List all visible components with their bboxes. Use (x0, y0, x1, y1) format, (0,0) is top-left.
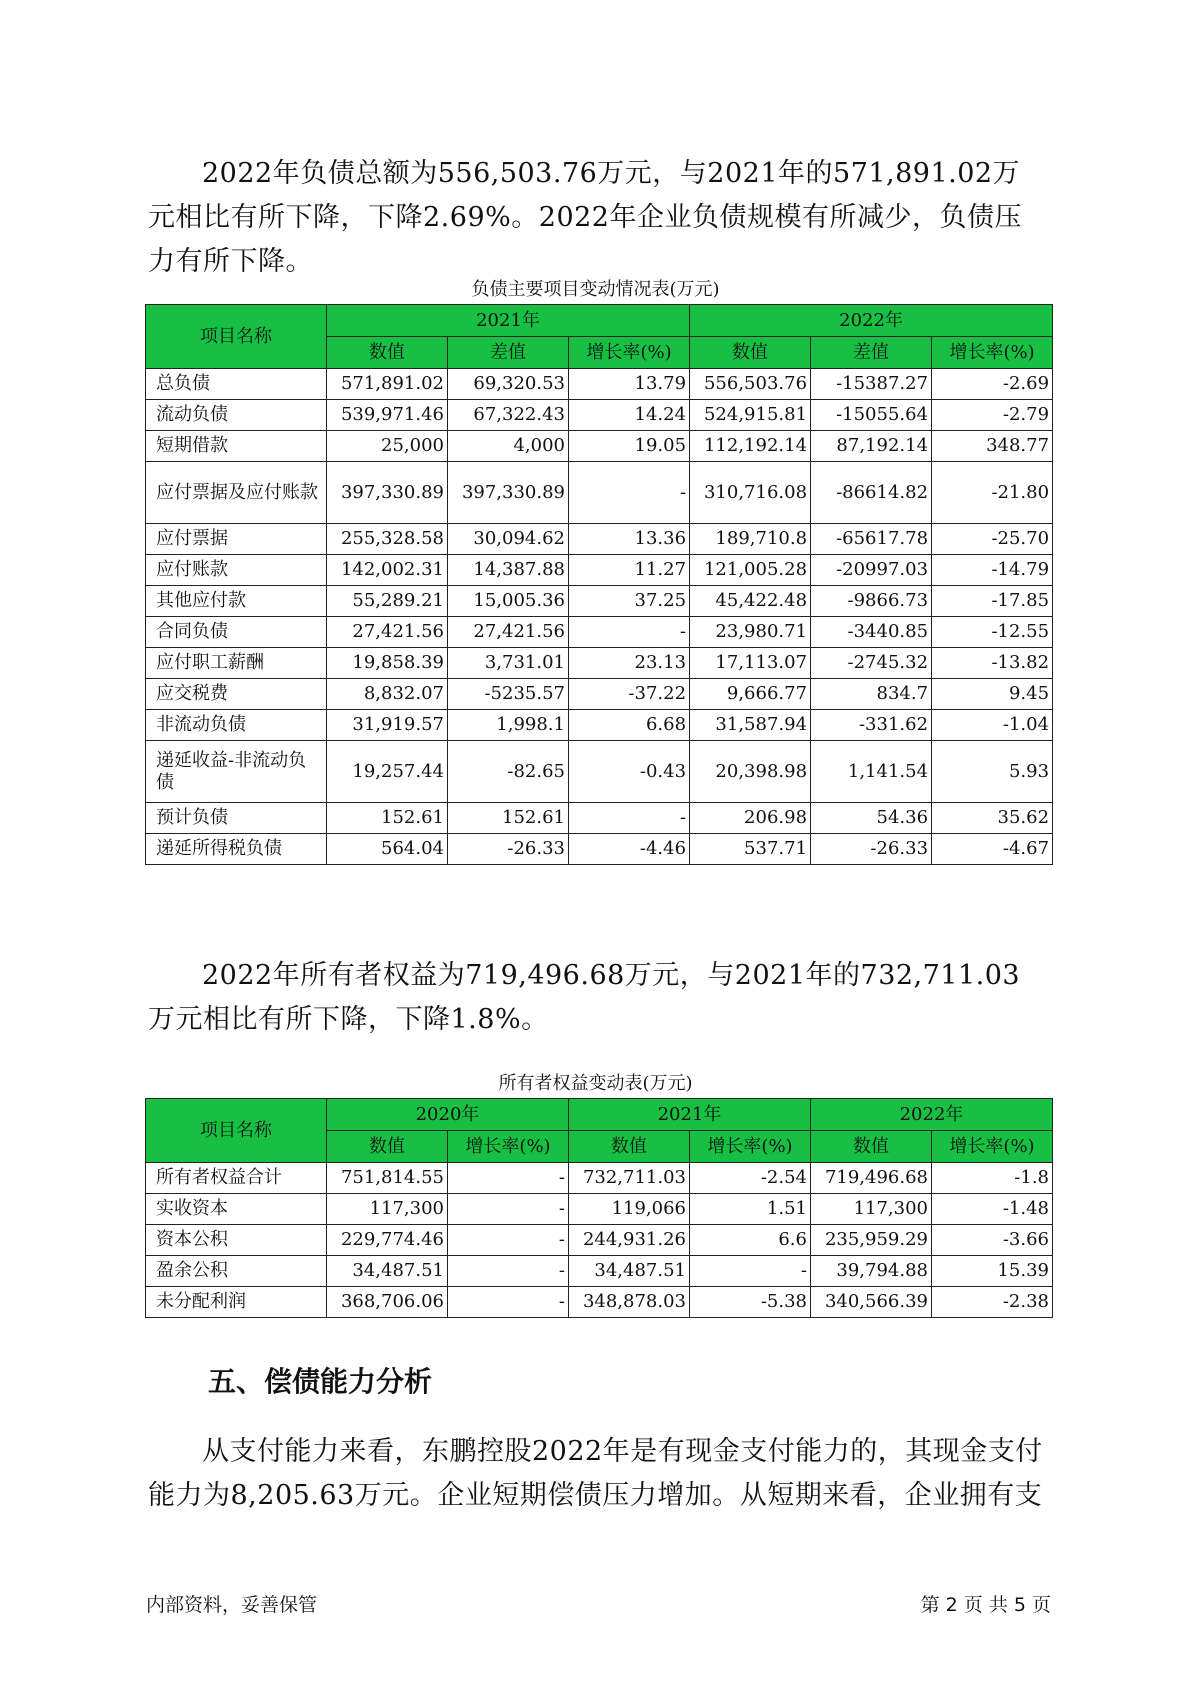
table-cell: 524,915.81 (690, 400, 811, 431)
table-cell: -65617.78 (811, 524, 932, 555)
table-cell: 39,794.88 (811, 1256, 932, 1287)
table-cell: 30,094.62 (448, 524, 569, 555)
table-cell: 87,192.14 (811, 431, 932, 462)
table-cell: 397,330.89 (327, 462, 448, 524)
table-cell: -1.04 (932, 710, 1053, 741)
table1-year-2022: 2022年 (690, 305, 1053, 337)
row-label: 未分配利润 (146, 1287, 327, 1318)
table-cell: 719,496.68 (811, 1163, 932, 1194)
table-cell: 4,000 (448, 431, 569, 462)
table-cell: 142,002.31 (327, 555, 448, 586)
table-cell: -14.79 (932, 555, 1053, 586)
table-cell: -2.54 (690, 1163, 811, 1194)
table-row (146, 803, 1053, 834)
table-cell: 13.79 (569, 369, 690, 400)
row-label: 预计负债 (146, 803, 327, 834)
table-row (146, 679, 1053, 710)
table-cell: -5.38 (690, 1287, 811, 1318)
table-cell: -5235.57 (448, 679, 569, 710)
table-cell: 397,330.89 (448, 462, 569, 524)
table-cell: 340,566.39 (811, 1287, 932, 1318)
table-cell: 8,832.07 (327, 679, 448, 710)
table-cell: 564.04 (327, 834, 448, 865)
table-cell: - (448, 1163, 569, 1194)
table-row (146, 586, 1053, 617)
table-cell: -82.65 (448, 741, 569, 803)
table-cell: 67,322.43 (448, 400, 569, 431)
table-cell: 235,959.29 (811, 1225, 932, 1256)
table-cell: 310,716.08 (690, 462, 811, 524)
table-cell: 1,998.1 (448, 710, 569, 741)
row-label: 应交税费 (146, 679, 327, 710)
table-cell: - (448, 1287, 569, 1318)
table-cell: 229,774.46 (327, 1225, 448, 1256)
row-label: 应付职工薪酬 (146, 648, 327, 679)
table-cell: 15.39 (932, 1256, 1053, 1287)
table-cell: 14.24 (569, 400, 690, 431)
table-cell: -26.33 (811, 834, 932, 865)
table1-year-2021: 2021年 (327, 305, 690, 337)
table-row (146, 1163, 1053, 1194)
table-cell: 45,422.48 (690, 586, 811, 617)
table1-caption: 负债主要项目变动情况表(万元) (471, 279, 720, 300)
table-cell: 206.98 (690, 803, 811, 834)
table1-subheader: 差值 (811, 337, 932, 369)
table-cell: 55,289.21 (327, 586, 448, 617)
table-cell: -13.82 (932, 648, 1053, 679)
equity-table (145, 1098, 1053, 1318)
table-cell: 23,980.71 (690, 617, 811, 648)
table-row (146, 462, 1053, 524)
table-cell: -331.62 (811, 710, 932, 741)
table-cell: -26.33 (448, 834, 569, 865)
paragraph-liabilities: 2022年负债总额为556,503.76万元，与2021年的571,891.02万元相比有所下降，下降2.69%。2022年企业负债规模有所减少，负债压力有所下降。 (148, 158, 1022, 277)
table-cell: 117,300 (811, 1194, 932, 1225)
footer-page-number: 第 2 页 共 5 页 (920, 1594, 1051, 1616)
row-label: 其他应付款 (146, 586, 327, 617)
table-cell: -86614.82 (811, 462, 932, 524)
table-cell: 13.36 (569, 524, 690, 555)
table-cell: 9,666.77 (690, 679, 811, 710)
table-cell: -15055.64 (811, 400, 932, 431)
table-cell: 19,257.44 (327, 741, 448, 803)
table-cell: - (690, 1256, 811, 1287)
table-cell: -0.43 (569, 741, 690, 803)
table-cell: - (569, 462, 690, 524)
table1-name-header: 项目名称 (146, 305, 327, 369)
table-cell: 368,706.06 (327, 1287, 448, 1318)
row-label: 资本公积 (146, 1225, 327, 1256)
table-cell: 27,421.56 (327, 617, 448, 648)
row-label: 递延所得税负债 (146, 834, 327, 865)
table-cell: -37.22 (569, 679, 690, 710)
table2-year-2020: 2020年 (327, 1099, 569, 1131)
table-cell: 539,971.46 (327, 400, 448, 431)
table-cell: 34,487.51 (327, 1256, 448, 1287)
table-cell: 112,192.14 (690, 431, 811, 462)
table-cell: 31,587.94 (690, 710, 811, 741)
row-label: 合同负债 (146, 617, 327, 648)
table-cell: 732,711.03 (569, 1163, 690, 1194)
table-cell: 23.13 (569, 648, 690, 679)
table-cell: 9.45 (932, 679, 1053, 710)
table-cell: - (569, 617, 690, 648)
table-cell: 189,710.8 (690, 524, 811, 555)
table1-subheader: 数值 (327, 337, 448, 369)
table-cell: 17,113.07 (690, 648, 811, 679)
table2-subheader: 增长率(%) (690, 1131, 811, 1163)
table-cell: -9866.73 (811, 586, 932, 617)
table-cell: -2745.32 (811, 648, 932, 679)
table2-subheader: 数值 (327, 1131, 448, 1163)
table-cell: 3,731.01 (448, 648, 569, 679)
table-row (146, 1256, 1053, 1287)
table-cell: 6.6 (690, 1225, 811, 1256)
table-cell: 556,503.76 (690, 369, 811, 400)
table-cell: -1.8 (932, 1163, 1053, 1194)
table-cell: 571,891.02 (327, 369, 448, 400)
table-cell: 255,328.58 (327, 524, 448, 555)
table-cell: - (448, 1225, 569, 1256)
table-cell: 117,300 (327, 1194, 448, 1225)
row-label: 盈余公积 (146, 1256, 327, 1287)
table-cell: 152.61 (327, 803, 448, 834)
table-cell: -3440.85 (811, 617, 932, 648)
table-cell: 20,398.98 (690, 741, 811, 803)
table-row (146, 369, 1053, 400)
table1-subheader: 差值 (448, 337, 569, 369)
table2-subheader: 数值 (569, 1131, 690, 1163)
table-row (146, 524, 1053, 555)
liabilities-table (145, 304, 1053, 865)
table-cell: 19.05 (569, 431, 690, 462)
table-cell: -2.79 (932, 400, 1053, 431)
row-label: 应付账款 (146, 555, 327, 586)
table-cell: 834.7 (811, 679, 932, 710)
row-label: 短期借款 (146, 431, 327, 462)
row-label: 流动负债 (146, 400, 327, 431)
table-cell: 11.27 (569, 555, 690, 586)
table-row (146, 710, 1053, 741)
row-label: 应付票据 (146, 524, 327, 555)
table-cell: 69,320.53 (448, 369, 569, 400)
table-cell: -4.46 (569, 834, 690, 865)
section-title: 五、偿债能力分析 (208, 1365, 433, 1398)
table-cell: 5.93 (932, 741, 1053, 803)
footer-confidential: 内部资料，妥善保管 (146, 1594, 318, 1616)
table-cell: -21.80 (932, 462, 1053, 524)
table1-subheader: 数值 (690, 337, 811, 369)
table-cell: -17.85 (932, 586, 1053, 617)
table-cell: -25.70 (932, 524, 1053, 555)
table2-caption: 所有者权益变动表(万元) (498, 1073, 693, 1094)
table-cell: - (569, 803, 690, 834)
table-row (146, 648, 1053, 679)
table-cell: 37.25 (569, 586, 690, 617)
table-cell: -3.66 (932, 1225, 1053, 1256)
row-label: 递延收益-非流动负债 (146, 741, 327, 803)
table-row (146, 400, 1053, 431)
table-cell: 34,487.51 (569, 1256, 690, 1287)
table-cell: 152.61 (448, 803, 569, 834)
table-cell: 1.51 (690, 1194, 811, 1225)
row-label: 实收资本 (146, 1194, 327, 1225)
table-row (146, 1194, 1053, 1225)
table-cell: -15387.27 (811, 369, 932, 400)
table-cell: 15,005.36 (448, 586, 569, 617)
row-label: 所有者权益合计 (146, 1163, 327, 1194)
table-row (146, 431, 1053, 462)
table-cell: 14,387.88 (448, 555, 569, 586)
table-row (146, 1287, 1053, 1318)
table-cell: - (448, 1256, 569, 1287)
table2-subheader: 数值 (811, 1131, 932, 1163)
table-cell: -12.55 (932, 617, 1053, 648)
row-label: 应付票据及应付账款 (146, 462, 327, 524)
table-cell: -2.38 (932, 1287, 1053, 1318)
table-cell: 537.71 (690, 834, 811, 865)
table-cell: 348,878.03 (569, 1287, 690, 1318)
table-cell: 25,000 (327, 431, 448, 462)
table1-subheader: 增长率(%) (932, 337, 1053, 369)
table-cell: -1.48 (932, 1194, 1053, 1225)
table-row (146, 834, 1053, 865)
table-cell: 31,919.57 (327, 710, 448, 741)
table-cell: -2.69 (932, 369, 1053, 400)
table-cell: 27,421.56 (448, 617, 569, 648)
table-row (146, 1225, 1053, 1256)
table2-subheader: 增长率(%) (932, 1131, 1053, 1163)
table-row (146, 741, 1053, 803)
row-label: 非流动负债 (146, 710, 327, 741)
table2-year-2022: 2022年 (811, 1099, 1053, 1131)
table-cell: 54.36 (811, 803, 932, 834)
table-cell: 6.68 (569, 710, 690, 741)
row-label: 总负债 (146, 369, 327, 400)
table-cell: 121,005.28 (690, 555, 811, 586)
table-row (146, 555, 1053, 586)
table-cell: 244,931.26 (569, 1225, 690, 1256)
table-cell: 19,858.39 (327, 648, 448, 679)
table-cell: 35.62 (932, 803, 1053, 834)
paragraph-solvency: 从支付能力来看，东鹏控股2022年是有现金支付能力的，其现金支付能力为8,205.63万元。企业短期偿债压力增加。从短期来看，企业拥有支 (148, 1436, 1043, 1511)
table-cell: 751,814.55 (327, 1163, 448, 1194)
table1-subheader: 增长率(%) (569, 337, 690, 369)
paragraph-equity: 2022年所有者权益为719,496.68万元，与2021年的732,711.03万元相比有所下降，下降1.8%。 (148, 960, 1021, 1035)
table-cell: -20997.03 (811, 555, 932, 586)
table-row (146, 617, 1053, 648)
table-cell: - (448, 1194, 569, 1225)
table2-year-2021: 2021年 (569, 1099, 811, 1131)
table-cell: 1,141.54 (811, 741, 932, 803)
table-cell: 119,066 (569, 1194, 690, 1225)
table2-name-header: 项目名称 (146, 1099, 327, 1163)
table-cell: -4.67 (932, 834, 1053, 865)
table2-subheader: 增长率(%) (448, 1131, 569, 1163)
table-cell: 348.77 (932, 431, 1053, 462)
